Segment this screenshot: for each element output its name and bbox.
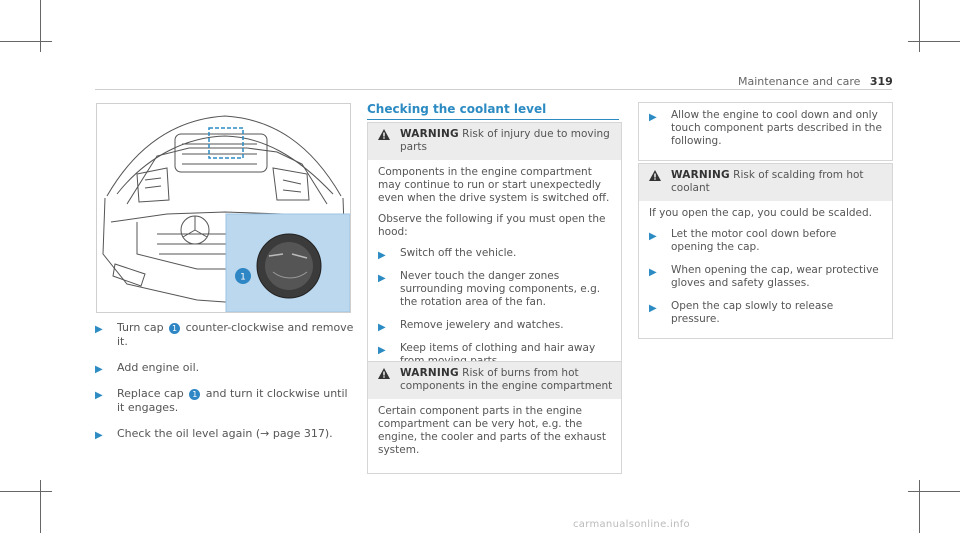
warning-box-scalding: WARNING Risk of scalding from hot coolant If you open the cap, you could be scalded. ▶ Let the motor cool down before opening the cap. ▶ When opening the cap, wear protective gloves and safety glasses. ▶ Open the cap slowly to release pressure. [638, 163, 893, 339]
list-item: ▶ When opening the cap, wear protective gloves and safety glasses. [649, 264, 879, 289]
arrow-right-icon: ▶ [95, 364, 103, 375]
list-item: ▶ Never touch the danger zones surrounding moving components, e.g. the rotation area of the fan. [378, 270, 601, 308]
arrow-right-icon: ▶ [95, 390, 103, 401]
callout-1-label: 1 [240, 272, 246, 283]
engine-bay-illustration [96, 103, 351, 313]
section-title: Checking the coolant level [367, 102, 619, 120]
arrow-right-icon: ▶ [649, 303, 657, 314]
crop-mark [919, 480, 920, 533]
list-item: ▶ Replace cap 1 and turn it clockwise until it engages. [95, 387, 348, 414]
callout-1-badge: 1 [189, 389, 200, 400]
watermark: carmanualsonline.info [573, 519, 690, 530]
warning-triangle-icon [648, 169, 662, 182]
page-link[interactable]: → page 317). [260, 427, 333, 440]
page-number: 319 [869, 75, 893, 88]
crop-mark [908, 41, 960, 42]
oil-refill-steps [95, 321, 355, 453]
warning-header: WARNING Risk of burns from hot components in the engine compartment [368, 362, 621, 399]
note-box-cool-engine [638, 102, 893, 161]
crop-mark [0, 491, 52, 492]
warning-triangle-icon [377, 367, 391, 380]
crop-mark [40, 480, 41, 533]
arrow-right-icon: ▶ [378, 250, 386, 261]
list-item: ▶ Turn cap 1 counter-clockwise and remove it. [95, 321, 354, 348]
arrow-right-icon: ▶ [649, 231, 657, 242]
arrow-right-icon: ▶ [649, 267, 657, 278]
crop-mark [0, 41, 52, 42]
crop-mark [908, 491, 960, 492]
list-item: ▶ Let the motor cool down before opening the cap. [649, 228, 837, 253]
crop-mark [40, 0, 41, 52]
arrow-right-icon: ▶ [378, 273, 386, 284]
list-item: ▶ Add engine oil. [95, 361, 200, 375]
list-item: ▶ Open the cap slowly to release pressure. [649, 300, 834, 325]
list-item: ▶ Switch off the vehicle. [378, 247, 517, 261]
list-item: ▶ Remove jewelery and watches. [378, 319, 564, 333]
warning-header: WARNING Risk of injury due to moving parts [368, 123, 621, 160]
warning-header: WARNING Risk of scalding from hot coolant [639, 164, 892, 201]
engine-bay-drawing [97, 104, 350, 312]
arrow-right-icon: ▶ [378, 345, 386, 356]
arrow-right-icon: ▶ [95, 324, 103, 335]
arrow-right-icon: ▶ [95, 430, 103, 441]
list-item: ▶ Check the oil level again (→ page 317). [95, 427, 333, 441]
running-header [738, 75, 893, 88]
arrow-right-icon: ▶ [378, 322, 386, 333]
list-item: ▶ Keep items of clothing and hair away [378, 342, 596, 356]
crop-mark [919, 0, 920, 52]
warning-triangle-icon [377, 128, 391, 141]
warning-box-hot-components: WARNING Risk of burns from hot components in the engine compartment Certain component parts in the engine compartment can be very hot, e.g. the engine, the cooler and parts of the exhaust system. [367, 361, 622, 474]
section-name: Maintenance and care [738, 75, 861, 88]
warning-box-moving-parts: WARNING Risk of injury due to moving parts Components in the engine compartment may continue to run or start unexpectedly even when the drive system is switched off. Observe the following if you must open the hood: ▶ Switch off the vehicle. ▶ Never touch the danger zones surrounding moving components, e.g. the rotation area of the fan. ▶ Remove jewelery and watches. ▶ Keep items of clothing and hair away [367, 122, 622, 381]
header-rule [95, 89, 892, 90]
arrow-right-icon: ▶ [649, 112, 657, 123]
callout-1-badge: 1 [169, 323, 180, 334]
list-item: ▶ Allow the engine to cool down and only touch component parts described in the following. [649, 109, 882, 147]
